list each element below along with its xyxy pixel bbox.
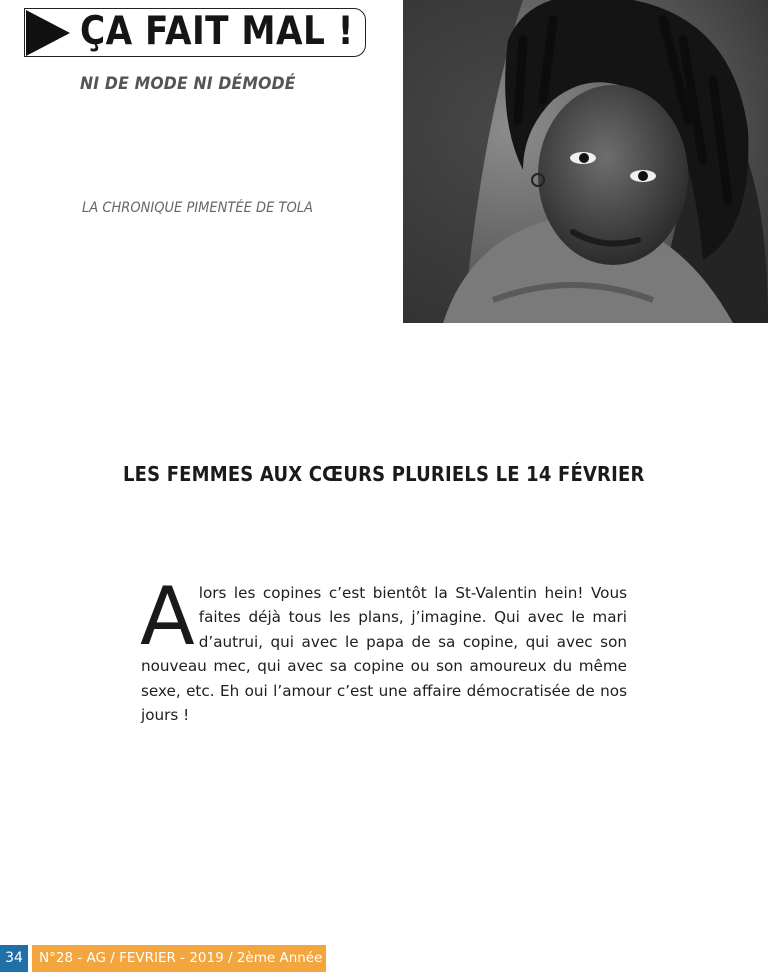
article-headline-text: LES FEMMES AUX CŒURS PLURIELS LE 14 FÉVRIER	[123, 462, 645, 486]
issue-info: N°28 - AG / FEVRIER - 2019 / 2ème Année	[32, 945, 326, 972]
page-subtitle: NI DE MODE NI DÉMODÉ	[80, 74, 296, 94]
page-title: ÇA FAIT MAL !	[80, 9, 354, 54]
article-headline	[0, 462, 768, 486]
chronicle-label: LA CHRONIQUE PIMENTÉE DE TOLA	[82, 200, 313, 216]
article-paragraph: lors les copines c’est bientôt la St-Valentin hein! Vous faites déjà tous les plans, j’imagine. Qui avec le mari d’autrui, qui avec le papa de sa copine, qui avec son nouveau mec, qui avec sa copine ou son amoureux du même sexe, etc. Eh oui l’amour c’est une affaire démocratisée de nos jours !	[141, 584, 627, 725]
article-body	[140, 570, 627, 727]
page-number: 34	[0, 945, 28, 972]
drop-cap: A	[140, 570, 195, 663]
author-photo	[403, 0, 768, 323]
play-triangle-icon	[26, 10, 70, 56]
